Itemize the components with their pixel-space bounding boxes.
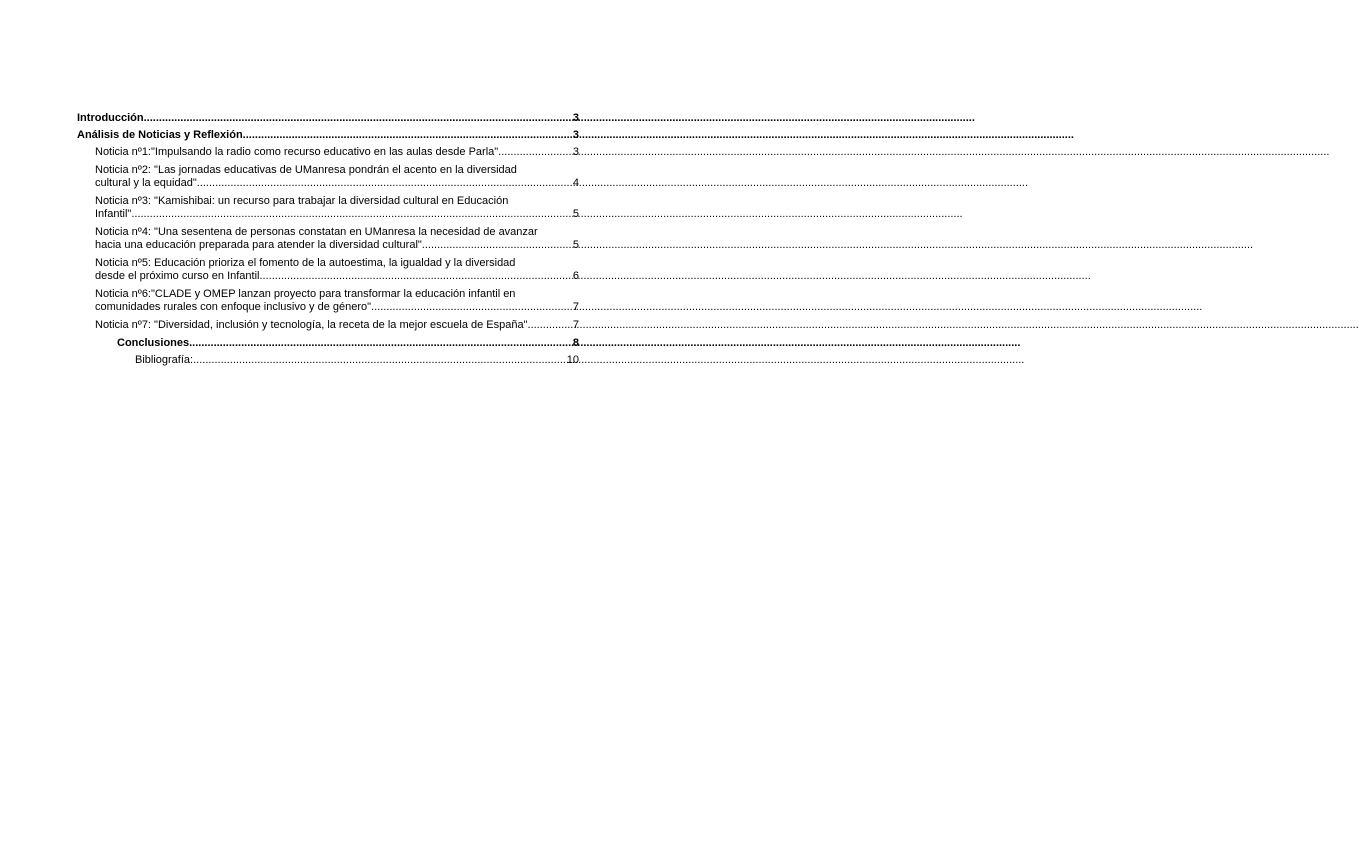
toc-entry-title: Noticia nº1:"Impulsando la radio como recurso educativo en las aulas desde Parla": [95, 146, 499, 158]
toc-entry-title-line2: Infantil": [95, 208, 132, 220]
toc-page-number: 4: [572, 177, 579, 189]
toc-entry-analisis[interactable]: [77, 129, 579, 142]
toc-entry-noticia-5[interactable]: [77, 257, 579, 283]
dot-leader: [131, 208, 572, 221]
toc-entry-noticia-2[interactable]: [77, 164, 579, 190]
toc-page-number: 7: [572, 301, 579, 313]
toc-entry-noticia-6[interactable]: [77, 288, 579, 314]
page: [0, 0, 655, 848]
toc-page-number: 3: [572, 146, 579, 158]
toc-entry-title-line2: comunidades rurales con enfoque inclusivo y de género": [95, 301, 372, 313]
toc-entry-title-line2: desde el próximo curso en Infantil: [95, 270, 260, 282]
toc-page-number: 3: [572, 129, 579, 141]
toc-page-number: 10: [566, 354, 579, 366]
dot-leader: [197, 177, 572, 190]
toc-page-number: 6: [572, 270, 579, 282]
toc-entry-title-line1: Noticia nº4: "Una sesentena de personas constatan en UManresa la necesidad de avanzar: [95, 226, 538, 238]
toc-entry-title: Introducción: [77, 112, 144, 124]
toc-page-number: 5: [572, 239, 579, 251]
toc-entry-title-line1: Noticia nº6:"CLADE y OMEP lanzan proyecto para transformar la educación infantil en: [95, 288, 516, 300]
toc-page-number: 7: [572, 319, 579, 331]
dot-leader: [144, 112, 572, 125]
table-of-contents: [77, 112, 579, 371]
toc-page-number: 5: [572, 208, 579, 220]
toc-entry-noticia-4[interactable]: [77, 226, 579, 252]
dot-leader: [498, 146, 572, 159]
dot-leader: [243, 129, 572, 142]
toc-entry-conclusiones[interactable]: [77, 337, 579, 350]
toc-entry-title-line2: cultural y la equidad": [95, 177, 197, 189]
dot-leader: [371, 301, 572, 314]
toc-entry-title: Bibliografía:: [135, 354, 194, 366]
toc-entry-bibliografia[interactable]: [77, 354, 579, 367]
toc-entry-title: Noticia nº7: "Diversidad, inclusión y tecnología, la receta de la mejor escuela de España": [95, 319, 528, 331]
toc-entry-noticia-7[interactable]: [77, 319, 579, 332]
toc-entry-title-line1: Noticia nº2: "Las jornadas educativas de UManresa pondrán el acento en la diversidad: [95, 164, 517, 176]
toc-entry-introduccion[interactable]: [77, 112, 579, 125]
dot-leader: [189, 337, 572, 350]
toc-page-number: 8: [572, 337, 579, 349]
dot-leader: [193, 354, 566, 367]
toc-entry-title: Conclusiones: [117, 337, 190, 349]
toc-entry-noticia-1[interactable]: [77, 146, 579, 159]
toc-entry-title-line1: Noticia nº5: Educación prioriza el fomento de la autoestima, la igualdad y la diversidad: [95, 257, 516, 269]
toc-entry-title-line2: hacia una educación preparada para atender la diversidad cultural": [95, 239, 422, 251]
toc-entry-title: Análisis de Noticias y Reflexión: [77, 129, 243, 141]
toc-page-number: 3: [572, 112, 579, 124]
dot-leader: [528, 319, 572, 332]
dot-leader: [422, 239, 572, 252]
toc-entry-title-line1: Noticia nº3: "Kamishibai: un recurso para trabajar la diversidad cultural en Educación: [95, 195, 509, 207]
dot-leader: [259, 270, 571, 283]
toc-entry-noticia-3[interactable]: [77, 195, 579, 221]
